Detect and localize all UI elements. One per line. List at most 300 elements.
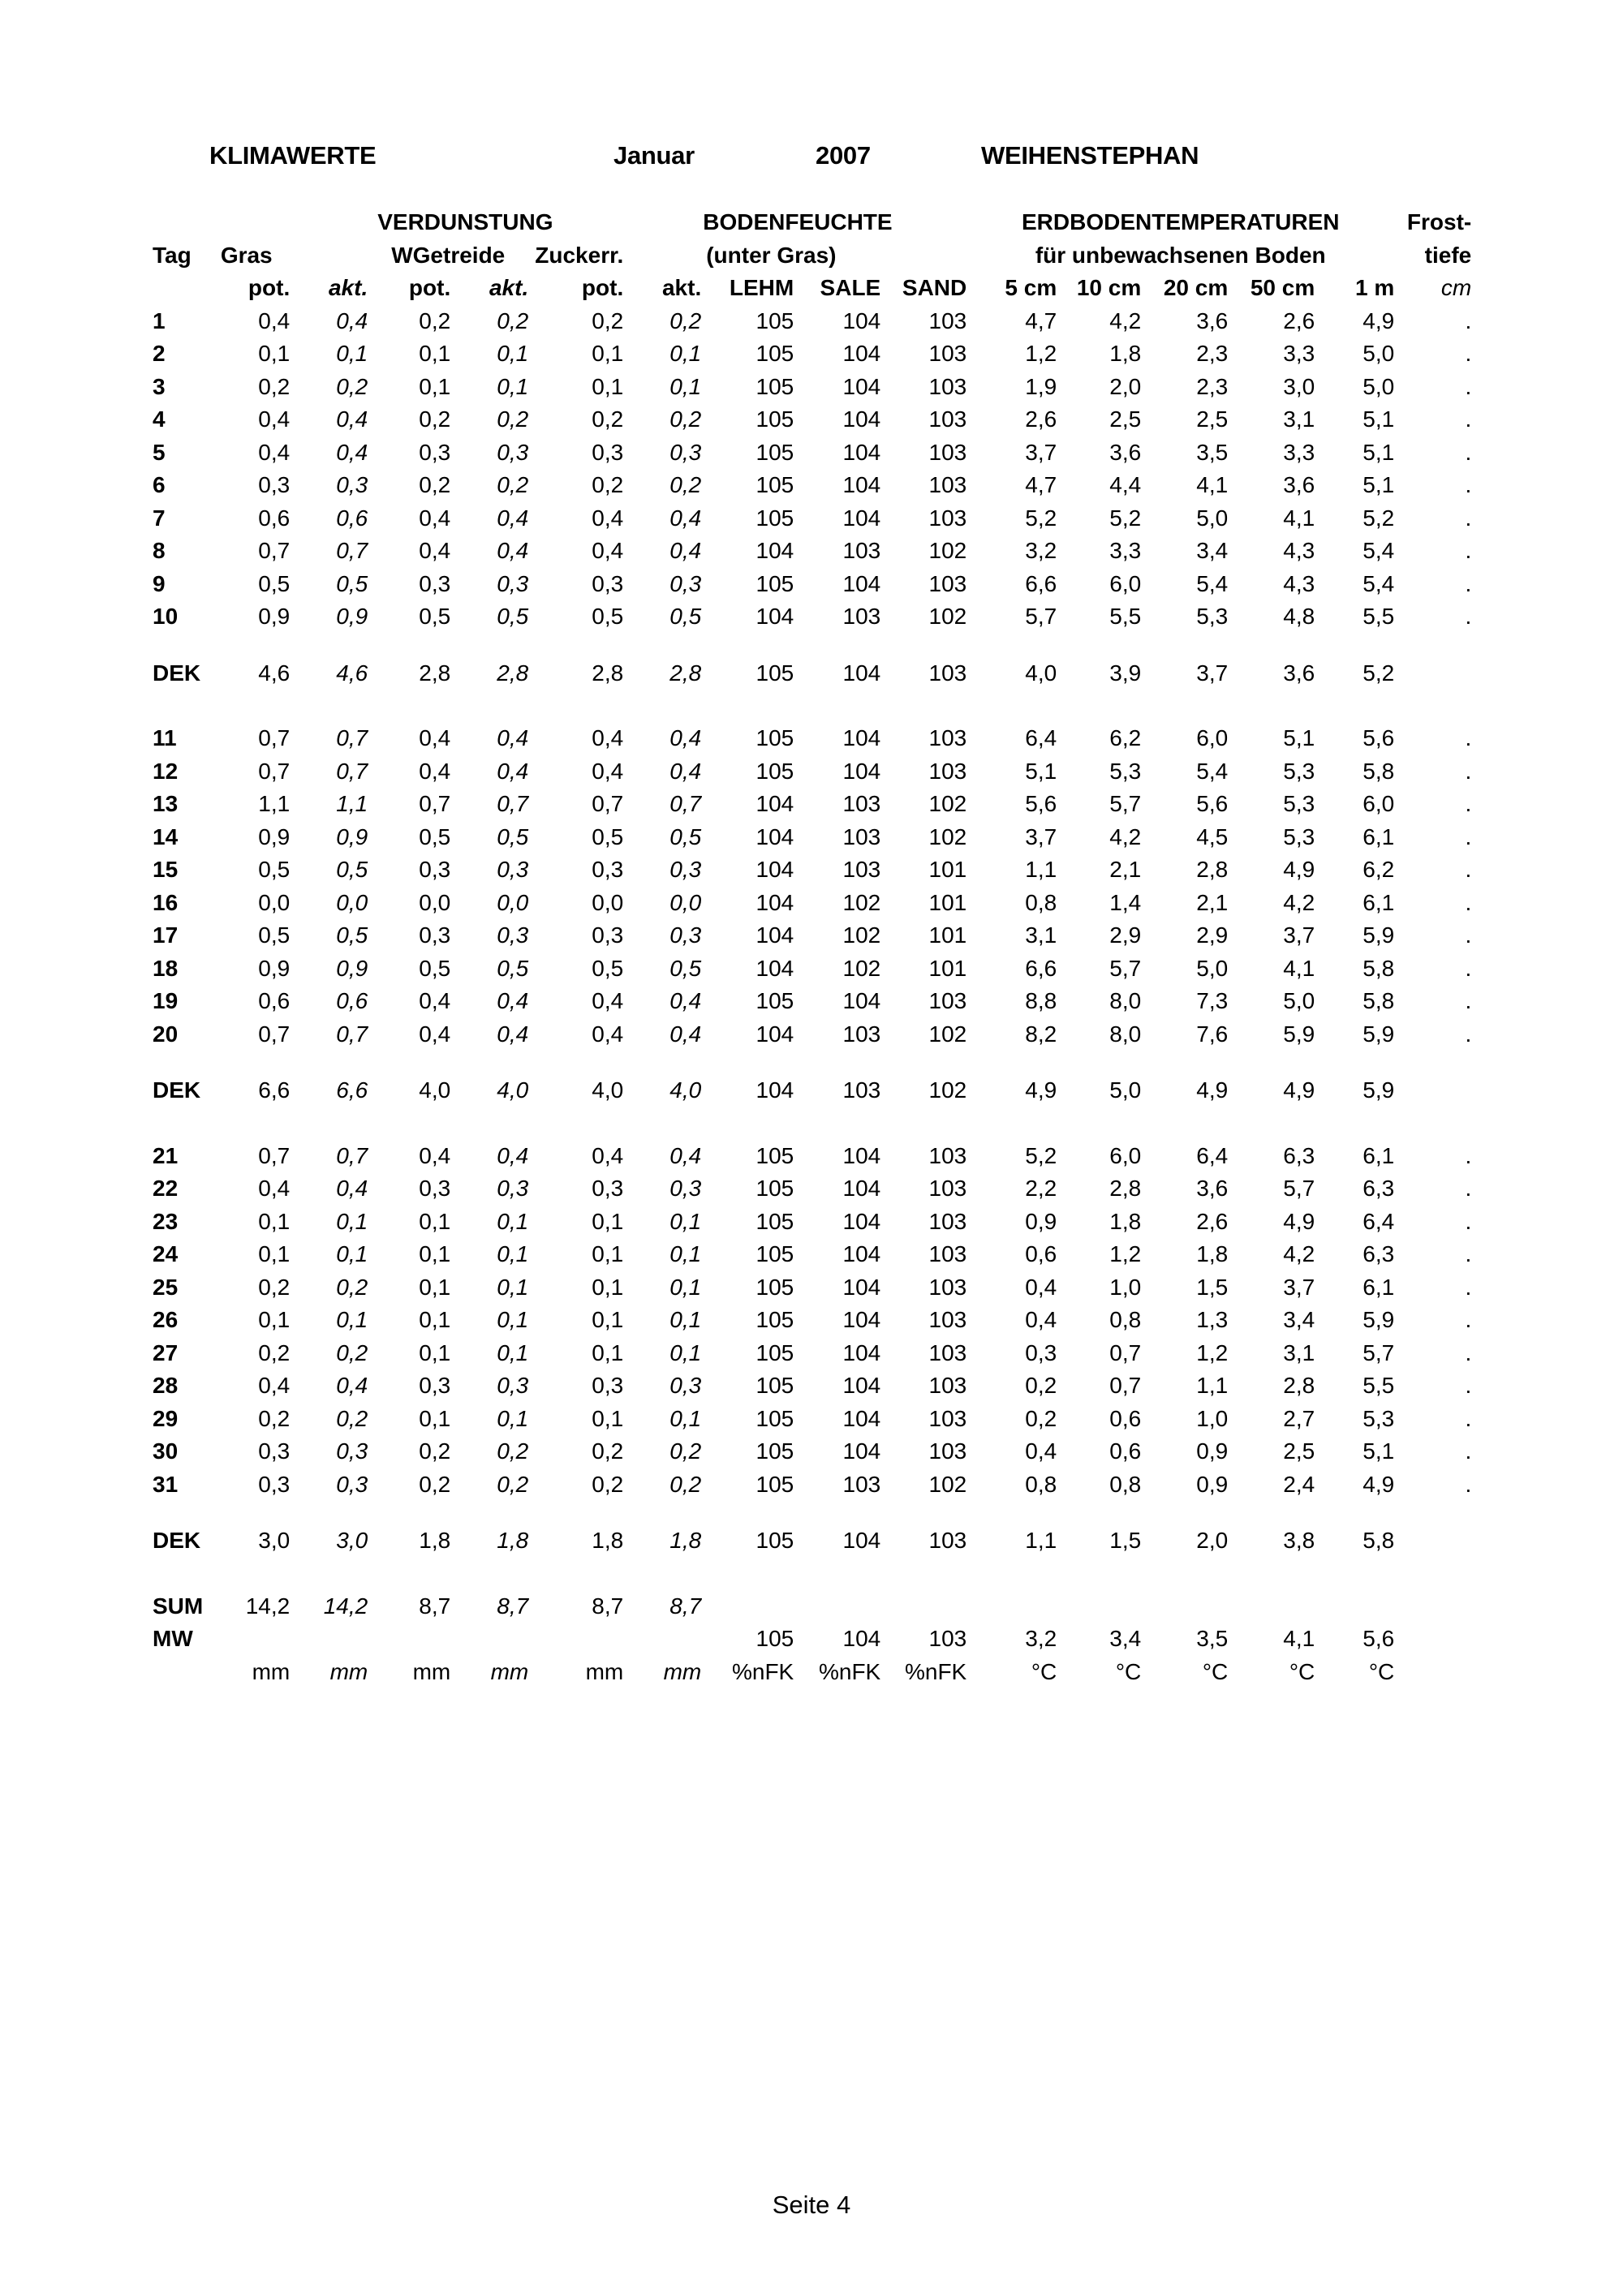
- subheader-cell: akt.: [489, 275, 529, 300]
- table-row: [149, 1271, 1471, 1305]
- table-cell: 103: [928, 988, 967, 1013]
- table-cell: 3,5: [1196, 1626, 1229, 1651]
- table-cell: 0,7: [336, 758, 368, 784]
- table-cell: 3,2: [1025, 1626, 1057, 1651]
- table-cell: 2,6: [1283, 307, 1315, 333]
- table-cell: 105: [756, 660, 794, 686]
- table-cell: 104: [756, 889, 794, 915]
- table-cell: 3,3: [1283, 341, 1315, 366]
- table-cell: 0,4: [419, 725, 451, 750]
- table-cell: 6,6: [258, 1077, 291, 1103]
- table-cell: 103: [928, 307, 967, 333]
- table-cell: 0,4: [592, 1142, 624, 1168]
- row-label: 22: [153, 1176, 179, 1201]
- table-cell: 102: [842, 955, 881, 981]
- table-cell: 2,9: [1196, 922, 1229, 948]
- table-cell: 5,8: [1363, 1528, 1395, 1553]
- table-cell: 0,3: [336, 472, 368, 497]
- table-cell: 0,7: [258, 1021, 291, 1047]
- table-cell: 4,7: [1025, 307, 1057, 333]
- table-cell: 103: [928, 1528, 967, 1553]
- table-cell: 0,2: [497, 1438, 529, 1464]
- table-cell: 0,6: [336, 505, 368, 531]
- row-label: 14: [153, 823, 179, 849]
- table-cell: 0,2: [258, 373, 291, 399]
- table-cell: 0,5: [592, 955, 624, 981]
- table-cell: 5,2: [1109, 505, 1142, 531]
- table-cell: 2,8: [1109, 1176, 1142, 1201]
- table-cell: 0,3: [592, 1373, 624, 1398]
- table-cell: 0,3: [419, 1373, 451, 1398]
- table-cell: 5,7: [1109, 791, 1142, 816]
- table-cell: 0,3: [669, 1176, 702, 1201]
- table-cell: 0,3: [336, 1471, 368, 1497]
- table-cell: 5,3: [1283, 791, 1315, 816]
- table-cell: 0,1: [258, 1241, 291, 1266]
- table-cell: 3,8: [1283, 1528, 1315, 1553]
- subheader-cell: pot.: [248, 275, 291, 300]
- table-cell: 0,9: [1196, 1471, 1229, 1497]
- table-cell: 1,8: [669, 1528, 702, 1553]
- table-cell: 3,4: [1283, 1307, 1315, 1332]
- table-cell: .: [1465, 1241, 1472, 1266]
- table-cell: 5,8: [1363, 758, 1395, 784]
- table-cell: 0,3: [419, 570, 451, 596]
- mean-row: [149, 1623, 1471, 1656]
- table-cell: 104: [842, 505, 881, 531]
- table-cell: 105: [756, 1626, 794, 1651]
- table-cell: [1228, 1590, 1315, 1623]
- table-cell: 0,5: [419, 955, 451, 981]
- table-cell: 4,2: [1109, 823, 1142, 849]
- table-cell: 0,5: [497, 823, 529, 849]
- table-cell: 2,4: [1283, 1471, 1315, 1497]
- table-cell: 1,9: [1025, 373, 1057, 399]
- table-cell: %nFK: [818, 1658, 881, 1684]
- table-cell: °C: [1202, 1658, 1229, 1684]
- subheader-cell: SAND: [902, 275, 967, 300]
- table-cell: 5,3: [1283, 823, 1315, 849]
- table-cell: 102: [928, 823, 967, 849]
- table-cell: 0,2: [497, 1471, 529, 1497]
- table-cell: 5,9: [1363, 1307, 1395, 1332]
- row-label: 19: [153, 988, 179, 1013]
- table-cell: 0,3: [669, 1373, 702, 1398]
- table-cell: 4,1: [1283, 505, 1315, 531]
- table-row: [149, 436, 1471, 470]
- table-cell: 0,2: [497, 307, 529, 333]
- spacer-row: [149, 1558, 1471, 1590]
- table-cell: 0,1: [419, 1307, 451, 1332]
- table-cell: 0,9: [336, 604, 368, 629]
- table-cell: 2,3: [1196, 373, 1229, 399]
- table-row: [149, 985, 1471, 1018]
- table-cell: .: [1465, 1208, 1472, 1234]
- table-cell: 105: [756, 406, 794, 432]
- table-cell: 4,1: [1283, 955, 1315, 981]
- table-row: [149, 469, 1471, 502]
- table-cell: 0,3: [592, 1176, 624, 1201]
- table-cell: 103: [928, 1339, 967, 1365]
- station-label: WEIHENSTEPHAN: [981, 141, 1199, 170]
- table-cell: 0,4: [419, 538, 451, 563]
- table-cell: [880, 1590, 966, 1623]
- table-cell: 0,6: [1109, 1438, 1142, 1464]
- table-cell: 6,1: [1363, 889, 1395, 915]
- table-cell: 0,3: [258, 1438, 291, 1464]
- table-cell: 0,2: [669, 406, 702, 432]
- table-row: [149, 305, 1471, 338]
- table-cell: 5,2: [1025, 1142, 1057, 1168]
- table-cell: 0,5: [669, 823, 702, 849]
- table-cell: 0,5: [592, 604, 624, 629]
- table-cell: 0,1: [592, 373, 624, 399]
- table-cell: 6,2: [1109, 725, 1142, 750]
- table-cell: .: [1465, 570, 1472, 596]
- table-cell: [1141, 1590, 1228, 1623]
- table-cell: .: [1465, 1373, 1472, 1398]
- table-cell: 0,3: [669, 439, 702, 465]
- table-row: [149, 755, 1471, 789]
- table-row: [149, 1369, 1471, 1403]
- row-label: 24: [153, 1241, 179, 1266]
- table-cell: 4,6: [336, 660, 368, 686]
- table-cell: 0,4: [1025, 1274, 1057, 1300]
- table-cell: 0,8: [1025, 889, 1057, 915]
- table-cell: 0,4: [669, 725, 702, 750]
- table-cell: mm: [585, 1658, 624, 1684]
- table-cell: 103: [928, 1438, 967, 1464]
- table-cell: 2,9: [1109, 922, 1142, 948]
- table-cell: 0,8: [1025, 1471, 1057, 1497]
- table-cell: 101: [928, 922, 967, 948]
- table-cell: .: [1465, 373, 1472, 399]
- table-cell: 3,5: [1196, 439, 1229, 465]
- table-cell: 104: [756, 1077, 794, 1103]
- document-title: KLIMAWERTE: [209, 141, 377, 170]
- table-cell: 0,3: [497, 922, 529, 948]
- table-row: [149, 821, 1471, 854]
- table-cell: 0,5: [669, 604, 702, 629]
- table-cell: 6,1: [1363, 823, 1395, 849]
- table-cell: 0,6: [258, 988, 291, 1013]
- table-cell: 104: [842, 1373, 881, 1398]
- table-cell: 6,0: [1109, 1142, 1142, 1168]
- table-cell: .: [1465, 505, 1472, 531]
- row-label: 17: [153, 922, 179, 948]
- table-cell: 14,2: [323, 1593, 368, 1619]
- table-cell: 0,0: [669, 889, 702, 915]
- table-cell: 0,1: [669, 1307, 702, 1332]
- table-cell: 0,3: [419, 922, 451, 948]
- table-cell: 0,3: [592, 439, 624, 465]
- table-cell: 103: [928, 1373, 967, 1398]
- table-cell: 0,4: [336, 307, 368, 333]
- table-cell: 5,0: [1363, 341, 1395, 366]
- table-cell: 0,4: [497, 725, 529, 750]
- table-cell: .: [1465, 1021, 1472, 1047]
- table-cell: 1,2: [1109, 1241, 1142, 1266]
- table-cell: 1,0: [1109, 1274, 1142, 1300]
- table-cell: 2,6: [1025, 406, 1057, 432]
- table-cell: 0,3: [258, 1471, 291, 1497]
- table-cell: 0,2: [336, 1405, 368, 1431]
- table-cell: 0,1: [419, 373, 451, 399]
- table-cell: 0,2: [336, 1339, 368, 1365]
- table-cell: 0,7: [258, 538, 291, 563]
- table-cell: 103: [928, 1176, 967, 1201]
- table-cell: [528, 1623, 623, 1656]
- table-cell: 104: [842, 758, 881, 784]
- table-cell: 105: [756, 1373, 794, 1398]
- table-cell: 104: [842, 406, 881, 432]
- table-cell: 8,0: [1109, 988, 1142, 1013]
- table-cell: 3,1: [1025, 922, 1057, 948]
- row-label: 5: [153, 439, 166, 465]
- table-cell: 5,3: [1363, 1405, 1395, 1431]
- table-cell: 5,1: [1363, 406, 1395, 432]
- table-cell: 103: [842, 857, 881, 882]
- table-cell: 0,4: [592, 538, 624, 563]
- table-cell: 5,3: [1283, 758, 1315, 784]
- table-cell: 0,7: [336, 538, 368, 563]
- table-row: [149, 887, 1471, 920]
- table-cell: 0,2: [497, 406, 529, 432]
- table-cell: 0,2: [419, 472, 451, 497]
- table-cell: 105: [756, 725, 794, 750]
- table-cell: 2,0: [1196, 1528, 1229, 1553]
- table-cell: 104: [756, 1021, 794, 1047]
- row-label: 7: [153, 505, 166, 531]
- table-cell: 6,1: [1363, 1142, 1395, 1168]
- table-cell: 1,1: [1025, 857, 1057, 882]
- row-label: 12: [153, 758, 179, 784]
- table-cell: 0,1: [669, 1405, 702, 1431]
- table-cell: .: [1465, 955, 1472, 981]
- table-cell: 6,4: [1196, 1142, 1229, 1168]
- table-cell: 0,4: [497, 505, 529, 531]
- table-cell: 103: [928, 373, 967, 399]
- table-cell: 4,4: [1109, 472, 1142, 497]
- table-cell: 0,4: [258, 1373, 291, 1398]
- gras-header: Gras: [220, 242, 273, 268]
- decade-summary-row: [149, 657, 1471, 690]
- table-cell: 104: [842, 373, 881, 399]
- table-cell: 2,1: [1196, 889, 1229, 915]
- table-cell: 0,1: [669, 373, 702, 399]
- frost-header-1: Frost-: [1406, 209, 1472, 234]
- row-label: 21: [153, 1142, 179, 1168]
- table-row: [149, 403, 1471, 436]
- zuckerr-header: Zuckerr.: [535, 242, 624, 268]
- table-cell: 0,1: [419, 1241, 451, 1266]
- table-cell: 6,0: [1196, 725, 1229, 750]
- table-cell: 0,0: [258, 889, 291, 915]
- table-cell: 5,1: [1025, 758, 1057, 784]
- table-cell: 104: [842, 341, 881, 366]
- row-label: 29: [153, 1405, 179, 1431]
- table-cell: °C: [1031, 1658, 1057, 1684]
- table-cell: 103: [928, 472, 967, 497]
- table-cell: 0,4: [336, 439, 368, 465]
- table-cell: 1,1: [1025, 1528, 1057, 1553]
- table-cell: .: [1465, 1405, 1472, 1431]
- table-cell: 0,3: [419, 857, 451, 882]
- table-cell: 5,7: [1283, 1176, 1315, 1201]
- table-cell: 103: [842, 1021, 881, 1047]
- table-cell: 0,4: [1025, 1438, 1057, 1464]
- table-cell: [794, 1590, 880, 1623]
- table-cell: 5,5: [1109, 604, 1142, 629]
- table-cell: 5,7: [1363, 1339, 1395, 1365]
- table-cell: 103: [928, 1274, 967, 1300]
- table-cell: 0,1: [669, 1241, 702, 1266]
- table-cell: [623, 1623, 701, 1656]
- table-cell: 5,1: [1283, 725, 1315, 750]
- table-cell: 5,9: [1363, 922, 1395, 948]
- table-cell: .: [1465, 725, 1472, 750]
- table-cell: 105: [756, 1339, 794, 1365]
- table-cell: 0,3: [497, 857, 529, 882]
- table-cell: 104: [756, 604, 794, 629]
- table-cell: 3,6: [1196, 1176, 1229, 1201]
- table-cell: 2,7: [1283, 1405, 1315, 1431]
- table-cell: 5,2: [1025, 505, 1057, 531]
- subheader-cell: 10 cm: [1076, 275, 1142, 300]
- table-cell: 0,2: [258, 1405, 291, 1431]
- row-label: DEK: [153, 1528, 201, 1553]
- table-cell: [701, 1590, 794, 1623]
- table-cell: 0,1: [419, 1339, 451, 1365]
- table-cell: 104: [842, 1626, 881, 1651]
- table-cell: 1,0: [1196, 1405, 1229, 1431]
- table-cell: 4,9: [1283, 1077, 1315, 1103]
- table-cell: 0,4: [669, 758, 702, 784]
- table-cell: 0,7: [258, 725, 291, 750]
- table-cell: .: [1465, 1274, 1472, 1300]
- table-cell: 0,3: [669, 922, 702, 948]
- table-cell: 1,5: [1196, 1274, 1229, 1300]
- table-cell: 3,0: [336, 1528, 368, 1553]
- table-cell: 3,6: [1283, 660, 1315, 686]
- table-row: [149, 1403, 1471, 1436]
- table-cell: .: [1465, 988, 1472, 1013]
- tag-header: Tag: [153, 242, 192, 268]
- table-cell: 102: [928, 1077, 967, 1103]
- table-cell: 3,6: [1283, 472, 1315, 497]
- table-row: [149, 568, 1471, 601]
- row-label: 25: [153, 1274, 179, 1300]
- table-row: [149, 952, 1471, 986]
- table-cell: 0,2: [592, 1471, 624, 1497]
- verdunstung-header: VERDUNSTUNG: [377, 209, 553, 234]
- table-cell: 104: [842, 1208, 881, 1234]
- table-cell: 1,5: [1109, 1528, 1142, 1553]
- table-cell: 103: [928, 406, 967, 432]
- table-cell: 0,1: [419, 1405, 451, 1431]
- table-cell: 0,7: [1109, 1373, 1142, 1398]
- subheader-cell: LEHM: [729, 275, 794, 300]
- table-cell: 0,4: [336, 1373, 368, 1398]
- table-cell: 0,4: [497, 538, 529, 563]
- table-cell: 1,2: [1196, 1339, 1229, 1365]
- table-cell: 103: [928, 1626, 967, 1651]
- table-cell: 102: [928, 1471, 967, 1497]
- table-row: [149, 919, 1471, 952]
- table-cell: 0,5: [258, 570, 291, 596]
- table-cell: 0,1: [592, 1241, 624, 1266]
- table-cell: 3,6: [1196, 307, 1229, 333]
- table-cell: 105: [756, 341, 794, 366]
- table-cell: 2,3: [1196, 341, 1229, 366]
- table-cell: 4,7: [1025, 472, 1057, 497]
- row-label: 27: [153, 1339, 179, 1365]
- table-cell: 105: [756, 505, 794, 531]
- table-cell: 103: [842, 538, 881, 563]
- table-cell: 0,1: [497, 373, 529, 399]
- table-cell: 105: [756, 988, 794, 1013]
- table-cell: 104: [756, 791, 794, 816]
- table-row: [149, 1140, 1471, 1173]
- table-cell: 105: [756, 1176, 794, 1201]
- table-cell: 103: [928, 341, 967, 366]
- table-cell: 0,9: [1196, 1438, 1229, 1464]
- table-cell: 5,1: [1363, 439, 1395, 465]
- table-cell: 6,3: [1363, 1241, 1395, 1266]
- table-cell: 0,1: [669, 1274, 702, 1300]
- climate-table: [149, 206, 1471, 1688]
- table-cell: 5,9: [1283, 1021, 1315, 1047]
- table-cell: 5,5: [1363, 1373, 1395, 1398]
- table-cell: 2,8: [419, 660, 451, 686]
- subheader-cell: 5 cm: [1005, 275, 1057, 300]
- table-cell: 3,1: [1283, 1339, 1315, 1365]
- table-cell: .: [1465, 791, 1472, 816]
- table-cell: .: [1465, 1176, 1472, 1201]
- table-row: [149, 600, 1471, 634]
- table-cell: 105: [756, 570, 794, 596]
- table-cell: [290, 1623, 368, 1656]
- table-row: [149, 338, 1471, 371]
- table-cell: 5,6: [1196, 791, 1229, 816]
- table-cell: 5,0: [1196, 505, 1229, 531]
- table-cell: 102: [842, 922, 881, 948]
- table-cell: 103: [928, 1208, 967, 1234]
- table-cell: 105: [756, 373, 794, 399]
- table-cell: 0,4: [419, 1021, 451, 1047]
- table-cell: 3,6: [1109, 439, 1142, 465]
- table-cell: 102: [928, 604, 967, 629]
- table-cell: 0,5: [497, 955, 529, 981]
- table-cell: 0,4: [258, 439, 291, 465]
- table-cell: 104: [842, 1241, 881, 1266]
- row-label: 10: [153, 604, 179, 629]
- table-cell: .: [1465, 472, 1472, 497]
- table-cell: 4,0: [419, 1077, 451, 1103]
- table-cell: 0,5: [258, 922, 291, 948]
- table-cell: 0,4: [497, 988, 529, 1013]
- header-row-1: [149, 206, 1471, 239]
- table-cell: 102: [928, 538, 967, 563]
- table-cell: 6,0: [1363, 791, 1395, 816]
- table-cell: 4,2: [1109, 307, 1142, 333]
- table-cell: 0,1: [497, 1208, 529, 1234]
- table-cell: 0,2: [336, 373, 368, 399]
- table-cell: 105: [756, 1405, 794, 1431]
- subheader-cell: pot.: [408, 275, 451, 300]
- decade-summary-row: [149, 1074, 1471, 1107]
- erdboden-subheader: für unbewachsenen Boden: [1035, 242, 1326, 268]
